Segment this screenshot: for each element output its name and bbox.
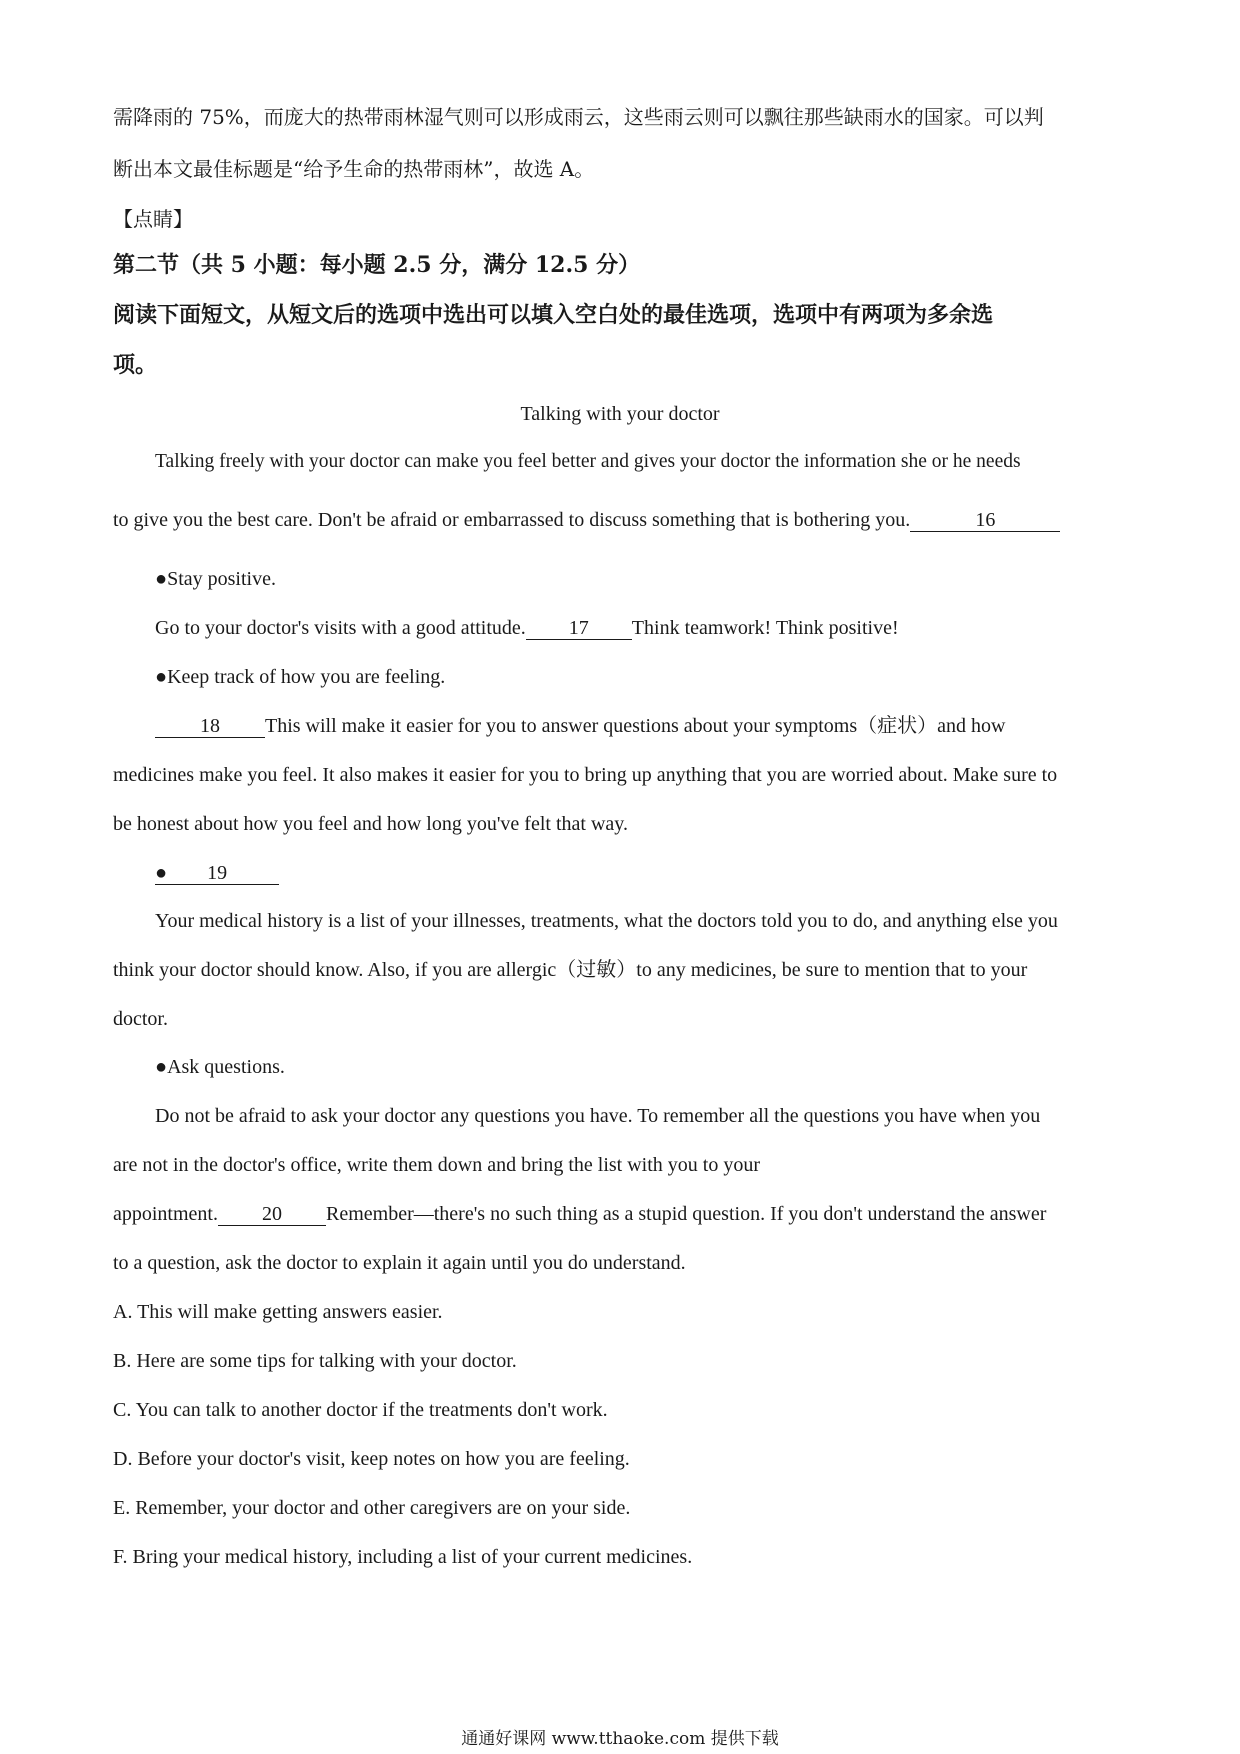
- paragraph-4-line-2: think your doctor should know. Also, if you are allergic（过敏）to any medicines, be sure to mention that to your: [113, 959, 1028, 981]
- option-f[interactable]: F. Bring your medical history, including a list of your current medicines.: [113, 1546, 693, 1568]
- previous-answer-line-1: 需降雨的 75%，而庞大的热带雨林湿气则可以形成雨云，这些雨云则可以飘往那些缺雨水的国家。可以判: [113, 105, 1044, 129]
- section-instruction-line-1: 阅读下面短文，从短文后的选项中选出可以填入空白处的最佳选项，选项中有两项为多余选: [113, 302, 994, 328]
- bullet-19: [155, 860, 279, 886]
- blank-19-number: 19: [207, 862, 228, 884]
- paragraph-3-line-2: medicines make you feel. It also makes it easier for you to bring up anything that you are worried about. Make sure to: [113, 764, 1058, 786]
- paragraph-5-line-3: [113, 1201, 1046, 1227]
- paragraph-2: [155, 615, 899, 641]
- paragraph-5-line-1: Do not be afraid to ask your doctor any questions you have. To remember all the questions you have when you: [155, 1105, 1041, 1127]
- option-e[interactable]: E. Remember, your doctor and other caregivers are on your side.: [113, 1497, 631, 1519]
- paragraph-5-after: Remember—there's no such thing as a stupid question. If you don't understand the answer: [325, 1203, 1047, 1225]
- passage-title: Talking with your doctor: [520, 403, 720, 425]
- previous-answer-line-2: 断出本文最佳标题是“给予生命的热带雨林”，故选 A。: [113, 157, 595, 181]
- blank-20[interactable]: 20: [218, 1203, 326, 1226]
- option-d[interactable]: D. Before your doctor's visit, keep notes on how you are feeling.: [113, 1448, 630, 1470]
- dianjing-label: 【点睛】: [113, 207, 193, 231]
- paragraph-2-after: Think teamwork! Think positive!: [631, 617, 899, 639]
- blank-19[interactable]: [155, 862, 279, 885]
- option-a[interactable]: A. This will make getting answers easier.: [113, 1301, 443, 1323]
- bullet-keep-track: ●Keep track of how you are feeling.: [155, 666, 446, 688]
- paragraph-1-text: to give you the best care. Don't be afraid or embarrassed to discuss something that is bothering you.: [113, 509, 911, 531]
- paragraph-3-line-1: [155, 713, 1005, 739]
- bullet-dot: ●: [155, 862, 168, 884]
- bullet-stay-positive: ●Stay positive.: [155, 568, 276, 590]
- option-c[interactable]: C. You can talk to another doctor if the treatments don't work.: [113, 1399, 608, 1421]
- section-heading: 第二节（共 5 小题：每小题 2.5 分，满分 12.5 分）: [113, 252, 641, 278]
- paragraph-4-line-3: doctor.: [113, 1008, 168, 1030]
- page-footer: 通通好课网 www.tthaoke.com 提供下载: [461, 1729, 779, 1749]
- paragraph-2-before: Go to your doctor's visits with a good attitude.: [155, 617, 526, 639]
- paragraph-1-line-1: Talking freely with your doctor can make you feel better and gives your doctor the information she or he needs: [155, 451, 1021, 472]
- blank-16[interactable]: 16: [910, 509, 1060, 532]
- option-b[interactable]: B. Here are some tips for talking with your doctor.: [113, 1350, 517, 1372]
- bullet-ask-questions: ●Ask questions.: [155, 1056, 285, 1078]
- paragraph-5-line-4: to a question, ask the doctor to explain it again until you do understand.: [113, 1252, 686, 1274]
- paragraph-5-before: appointment.: [113, 1203, 218, 1225]
- paragraph-4-line-1: Your medical history is a list of your illnesses, treatments, what the doctors told you to do, and anything else you: [155, 910, 1058, 932]
- paragraph-5-line-2: are not in the doctor's office, write them down and bring the list with you to your: [113, 1154, 760, 1176]
- paragraph-3-text: This will make it easier for you to answer questions about your symptoms（症状）and how: [265, 715, 1006, 737]
- blank-18[interactable]: 18: [155, 715, 265, 738]
- section-instruction-line-2: 项。: [113, 352, 158, 378]
- blank-17[interactable]: 17: [526, 617, 632, 640]
- paragraph-3-line-3: be honest about how you feel and how long you've felt that way.: [113, 813, 628, 835]
- paragraph-1-line-2: [113, 507, 1060, 533]
